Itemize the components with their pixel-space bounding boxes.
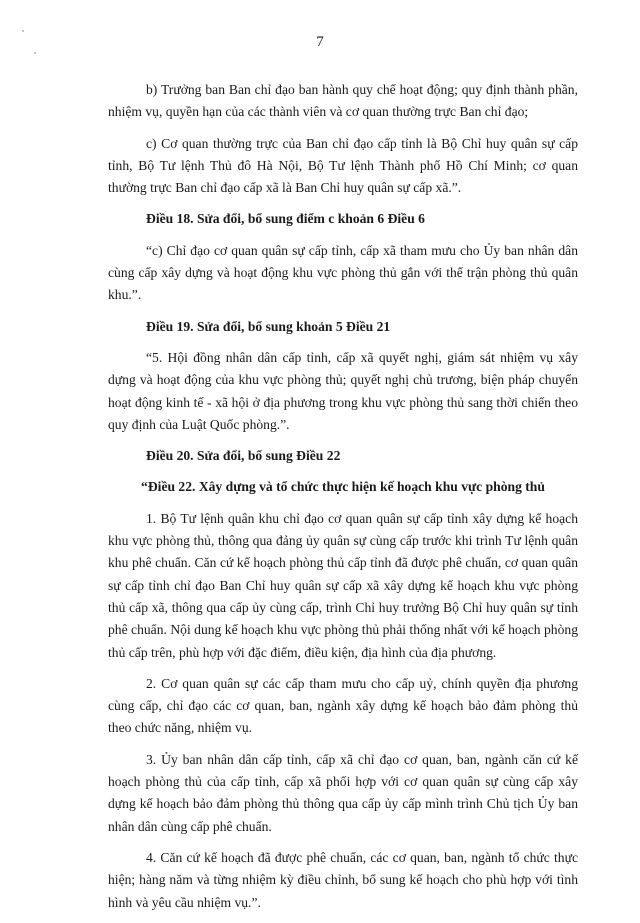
article-22-heading: “Điều 22. Xây dựng và tổ chức thực hiện kế hoạch khu vực phòng thủ xyxy=(141,479,545,495)
paragraph-c-standing-agency: c) Cơ quan thường trực của Ban chỉ đạo cấp tỉnh là Bộ Chỉ huy quân sự cấp tỉnh, Bộ Tư lệnh Thủ đô Hà Nội, Bộ Tư lệnh Thành phố Hồ Chí Minh; cơ quan thường trực Ban chỉ đạo cấp xã là Ban Chỉ huy quân sự cấp xã.”. xyxy=(108,135,578,196)
scan-speck xyxy=(22,30,24,32)
scan-speck xyxy=(34,52,36,54)
article-22-clause-3: 3. Ủy ban nhân dân cấp tỉnh, cấp xã chỉ đạo cơ quan, ban, ngành căn cứ kế hoạch phòng thủ của cấp tỉnh, cấp xã phối hợp với cơ quan quân sự cùng cấp xây dựng kế hoạch bảo đảm phòng thủ thông qua cấp ủy cấp mình trình Chủ tịch Ủy ban nhân dân cùng cấp phê chuẩn. xyxy=(108,751,578,834)
article-19-text: “5. Hội đồng nhân dân cấp tỉnh, cấp xã quyết nghị, giám sát nhiệm vụ xây dựng và hoạt động của khu vực phòng thủ; quyết nghị chủ trương, biện pháp chuyển hoạt động kinh tế - xã hội ở địa phương trong khu vực phòng thủ sang thời chiến theo quy định của Luật Quốc phòng.”. xyxy=(108,349,578,432)
article-18-text: “c) Chỉ đạo cơ quan quân sự cấp tỉnh, cấp xã tham mưu cho Ủy ban nhân dân cùng cấp xây dựng và hoạt động khu vực phòng thủ gắn với thế trận phòng thủ quân khu.”. xyxy=(108,242,578,303)
article-19-heading: Điều 19. Sửa đổi, bổ sung khoản 5 Điều 21 xyxy=(146,318,391,334)
article-22-clause-4: 4. Căn cứ kế hoạch đã được phê chuẩn, các cơ quan, ban, ngành tổ chức thực hiện; hàng năm và từng nhiệm kỳ điều chỉnh, bổ sung kế hoạch cho phù hợp với tình hình và yêu cầu nhiệm vụ.”. xyxy=(108,849,578,910)
article-18-heading: Điều 18. Sửa đổi, bổ sung điểm c khoản 6 Điều 6 xyxy=(146,211,425,227)
page-number: 7 xyxy=(316,34,324,50)
document-body xyxy=(108,79,578,923)
article-22-clause-1: 1. Bộ Tư lệnh quân khu chỉ đạo cơ quan quân sự cấp tỉnh xây dựng kế hoạch khu vực phòng thủ, thông qua đảng ủy quân sự cùng cấp trước khi trình Tư lệnh quân khu phê chuẩn. Căn cứ kế hoạch phòng thủ cấp tỉnh đã được phê chuẩn, cơ quan quân sự cấp tỉnh chỉ đạo Ban Chỉ huy quân sự cấp xã xây dựng kế hoạch khu vực phòng thủ cấp xã, thông qua cấp ủy cùng cấp, trình Chỉ huy trưởng Bộ Chỉ huy quân sự tỉnh phê chuẩn. Nội dung kế hoạch khu vực phòng thủ phải thống nhất với kế hoạch phòng thủ cấp trên, phù hợp với đặc điểm, điều kiện, địa hình của địa phương. xyxy=(108,510,578,660)
paragraph-b-steering-committee: b) Trưởng ban Ban chỉ đạo ban hành quy chế hoạt động; quy định thành phần, nhiệm vụ, quyền hạn của các thành viên và cơ quan thường trực Ban chỉ đạo; xyxy=(108,82,578,120)
article-22-clause-2: 2. Cơ quan quân sự các cấp tham mưu cho cấp uỷ, chính quyền địa phương cùng cấp, chỉ đạo các cơ quan, ban, ngành xây dựng kế hoạch bảo đảm phòng thủ theo chức năng, nhiệm vụ. xyxy=(108,675,578,736)
article-20-heading: Điều 20. Sửa đổi, bổ sung Điều 22 xyxy=(146,448,341,464)
